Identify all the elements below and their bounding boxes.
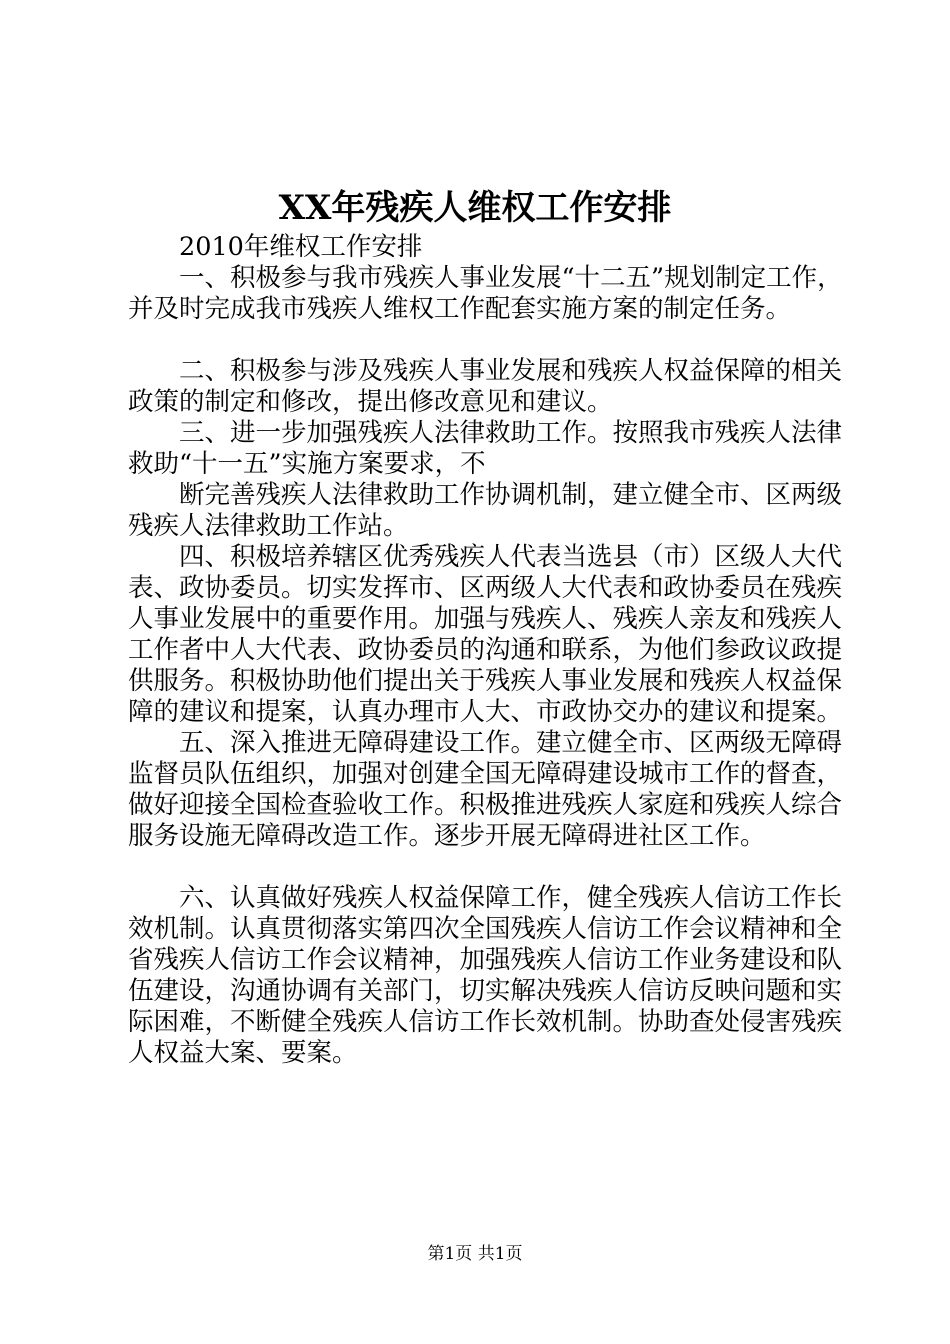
paragraph-1: 一、积极参与我市残疾人事业发展“十二五”规划制定工作，并及时完成我市残疾人维权工作配套实施方案的制定任务。: [128, 263, 843, 324]
document-body: [128, 232, 858, 1069]
paragraph-4: 四、积极培养辖区优秀残疾人代表当选县（市）区级人大代表、政协委员。切实发挥市、区两级人大代表和政协委员在残疾人事业发展中的重要作用。加强与残疾人、残疾人亲友和残疾人工作者中人大代表、政协委员的沟通和联系，为他们参政议政提供服务。积极协助他们提出关于残疾人事业发展和残疾人权益保障的建议和提案，认真办理市人大、市政协交办的建议和提案。: [128, 542, 843, 727]
paragraph-2: 二、积极参与涉及残疾人事业发展和残疾人权益保障的相关政策的制定和修改，提出修改意见和建议。: [128, 356, 843, 417]
paragraph-3-continued: 断完善残疾人法律救助工作协调机制，建立健全市、区两级残疾人法律救助工作站。: [128, 480, 843, 541]
subtitle: 2010年维权工作安排: [179, 232, 423, 262]
document-title: XX年残疾人维权工作安排: [278, 188, 672, 228]
page-footer: 第1页 共1页: [427, 1244, 523, 1264]
paragraph-6: 六、认真做好残疾人权益保障工作，健全残疾人信访工作长效机制。认真贯彻落实第四次全国残疾人信访工作会议精神和全省残疾人信访工作会议精神，加强残疾人信访工作业务建设和队伍建设，沟通协调有关部门，切实解决残疾人信访反映问题和实际困难，不断健全残疾人信访工作长效机制。协助查处侵害残疾人权益大案、要案。: [128, 883, 843, 1068]
paragraph-3: 三、进一步加强残疾人法律救助工作。按照我市残疾人法律救助“十一五”实施方案要求，不: [128, 418, 843, 479]
paragraph-5: 五、深入推进无障碍建设工作。建立健全市、区两级无障碍监督员队伍组织，加强对创建全国无障碍建设城市工作的督查，做好迎接全国检查验收工作。积极推进残疾人家庭和残疾人综合服务设施无障碍改造工作。逐步开展无障碍进社区工作。: [128, 728, 843, 851]
